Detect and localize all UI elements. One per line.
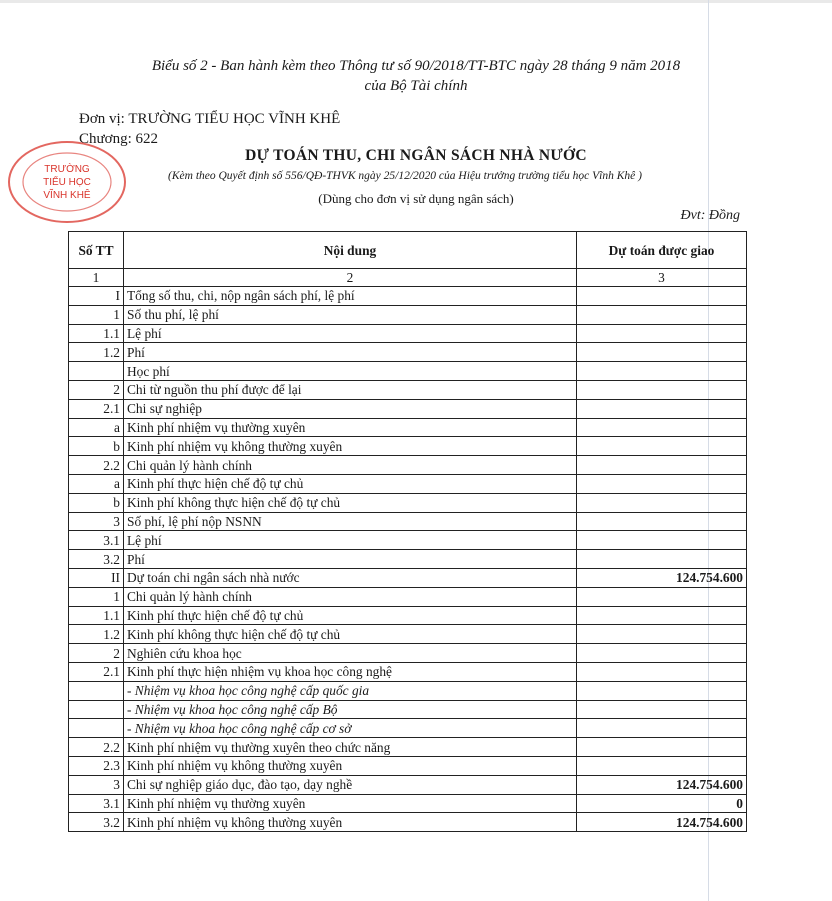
row-number: 2.3 bbox=[69, 756, 124, 775]
row-amount bbox=[577, 531, 747, 550]
row-content: Chi từ nguồn thu phí được để lại bbox=[124, 380, 577, 399]
row-amount bbox=[577, 512, 747, 531]
row-content: - Nhiệm vụ khoa học công nghệ cấp quốc gia bbox=[124, 681, 577, 700]
row-number: a bbox=[69, 418, 124, 437]
row-content: Lệ phí bbox=[124, 324, 577, 343]
row-amount bbox=[577, 456, 747, 475]
row-number: 1.1 bbox=[69, 606, 124, 625]
row-content: - Nhiệm vụ khoa học công nghệ cấp cơ sở bbox=[124, 719, 577, 738]
row-content: Kinh phí nhiệm vụ không thường xuyên bbox=[124, 756, 577, 775]
table-row bbox=[69, 813, 747, 832]
row-number: 3.1 bbox=[69, 531, 124, 550]
usage-note: (Dùng cho đơn vị sử dụng ngân sách) bbox=[318, 191, 514, 206]
seal-text-line-2: TIỂU HỌC bbox=[43, 177, 91, 188]
row-content: Chi quản lý hành chính bbox=[124, 456, 577, 475]
row-content: Số phí, lệ phí nộp NSNN bbox=[124, 512, 577, 531]
row-number bbox=[69, 700, 124, 719]
row-amount bbox=[577, 756, 747, 775]
row-number: 1.1 bbox=[69, 324, 124, 343]
row-content: Chi sự nghiệp bbox=[124, 399, 577, 418]
decision-reference: (Kèm theo Quyết định số 556/QĐ-THVK ngày 25/12/2020 của Hiệu trưởng trường tiểu học Vĩnh Khê ) bbox=[168, 170, 642, 182]
row-number bbox=[69, 681, 124, 700]
row-amount: 124.754.600 bbox=[577, 775, 747, 794]
row-number bbox=[69, 719, 124, 738]
table-row bbox=[69, 324, 747, 343]
row-number: 1.2 bbox=[69, 625, 124, 644]
row-amount bbox=[577, 625, 747, 644]
row-content: - Nhiệm vụ khoa học công nghệ cấp Bộ bbox=[124, 700, 577, 719]
row-amount bbox=[577, 362, 747, 381]
table-row bbox=[69, 644, 747, 663]
row-content: Kinh phí nhiệm vụ thường xuyên theo chức năng bbox=[124, 738, 577, 757]
row-amount bbox=[577, 550, 747, 569]
chapter-code: Chương: 622 bbox=[79, 131, 158, 147]
table-row bbox=[69, 305, 747, 324]
row-number: 3 bbox=[69, 775, 124, 794]
table-row bbox=[69, 343, 747, 362]
form-reference-line-2: của Bộ Tài chính bbox=[364, 78, 468, 94]
row-content: Phí bbox=[124, 343, 577, 362]
row-number: b bbox=[69, 493, 124, 512]
table-row bbox=[69, 399, 747, 418]
budget-table bbox=[68, 231, 747, 832]
row-content: Kinh phí thực hiện nhiệm vụ khoa học công nghệ bbox=[124, 662, 577, 681]
row-amount bbox=[577, 587, 747, 606]
row-content: Chi sự nghiệp giáo dục, đào tạo, dạy nghề bbox=[124, 775, 577, 794]
row-content: Tổng số thu, chi, nộp ngân sách phí, lệ phí bbox=[124, 287, 577, 306]
seal-text-line-3: VĨNH KHÊ bbox=[43, 190, 91, 201]
row-number: b bbox=[69, 437, 124, 456]
row-amount bbox=[577, 418, 747, 437]
row-content: Lệ phí bbox=[124, 531, 577, 550]
table-row bbox=[69, 531, 747, 550]
table-row bbox=[69, 550, 747, 569]
row-number: II bbox=[69, 568, 124, 587]
unit-name: Đơn vị: TRƯỜNG TIỂU HỌC VĨNH KHÊ bbox=[79, 111, 341, 127]
row-number: 2.2 bbox=[69, 456, 124, 475]
row-content: Kinh phí thực hiện chế độ tự chủ bbox=[124, 606, 577, 625]
row-amount bbox=[577, 437, 747, 456]
row-number: 2 bbox=[69, 380, 124, 399]
row-number: 2.2 bbox=[69, 738, 124, 757]
table-row bbox=[69, 474, 747, 493]
currency-unit: Đvt: Đồng bbox=[680, 208, 740, 223]
row-amount bbox=[577, 681, 747, 700]
table-row bbox=[69, 738, 747, 757]
index-col-2: 2 bbox=[124, 269, 577, 287]
row-number: 2.1 bbox=[69, 399, 124, 418]
row-amount bbox=[577, 719, 747, 738]
row-amount bbox=[577, 324, 747, 343]
row-number: 3.1 bbox=[69, 794, 124, 813]
index-col-3: 3 bbox=[577, 269, 747, 287]
table-row bbox=[69, 662, 747, 681]
row-content: Kinh phí nhiệm vụ thường xuyên bbox=[124, 794, 577, 813]
header-content: Nội dung bbox=[124, 232, 577, 269]
row-number: 1 bbox=[69, 587, 124, 606]
form-reference-line-1: Biểu số 2 - Ban hành kèm theo Thông tư số 90/2018/TT-BTC ngày 28 tháng 9 năm 2018 bbox=[151, 58, 681, 74]
table-row bbox=[69, 775, 747, 794]
row-number bbox=[69, 362, 124, 381]
row-content: Kinh phí nhiệm vụ thường xuyên bbox=[124, 418, 577, 437]
row-number: 1 bbox=[69, 305, 124, 324]
row-number: 2.1 bbox=[69, 662, 124, 681]
row-amount bbox=[577, 700, 747, 719]
header-number: Số TT bbox=[69, 232, 124, 269]
table-header-row bbox=[69, 232, 747, 269]
row-number: a bbox=[69, 474, 124, 493]
row-content: Dự toán chi ngân sách nhà nước bbox=[124, 568, 577, 587]
row-amount bbox=[577, 738, 747, 757]
row-content: Phí bbox=[124, 550, 577, 569]
row-amount bbox=[577, 343, 747, 362]
row-amount bbox=[577, 606, 747, 625]
table-row bbox=[69, 287, 747, 306]
row-amount bbox=[577, 287, 747, 306]
row-number: 3 bbox=[69, 512, 124, 531]
row-amount bbox=[577, 305, 747, 324]
row-number: 3.2 bbox=[69, 550, 124, 569]
row-content: Kinh phí nhiệm vụ không thường xuyên bbox=[124, 813, 577, 832]
table-row bbox=[69, 719, 747, 738]
row-amount: 124.754.600 bbox=[577, 813, 747, 832]
row-content: Số thu phí, lệ phí bbox=[124, 305, 577, 324]
row-content: Kinh phí nhiệm vụ không thường xuyên bbox=[124, 437, 577, 456]
row-number: I bbox=[69, 287, 124, 306]
column-index-row bbox=[69, 269, 747, 287]
row-content: Học phí bbox=[124, 362, 577, 381]
row-number: 2 bbox=[69, 644, 124, 663]
table-row bbox=[69, 756, 747, 775]
row-content: Nghiên cứu khoa học bbox=[124, 644, 577, 663]
table-row bbox=[69, 587, 747, 606]
row-number: 1.2 bbox=[69, 343, 124, 362]
seal-text-line-1: TRƯỜNG bbox=[44, 164, 90, 175]
row-amount bbox=[577, 399, 747, 418]
row-amount: 124.754.600 bbox=[577, 568, 747, 587]
row-content: Kinh phí không thực hiện chế độ tự chủ bbox=[124, 625, 577, 644]
index-col-1: 1 bbox=[69, 269, 124, 287]
row-number: 3.2 bbox=[69, 813, 124, 832]
row-content: Kinh phí thực hiện chế độ tự chủ bbox=[124, 474, 577, 493]
row-content: Kinh phí không thực hiện chế độ tự chủ bbox=[124, 493, 577, 512]
table-row bbox=[69, 625, 747, 644]
row-content: Chi quản lý hành chính bbox=[124, 587, 577, 606]
table-row bbox=[69, 681, 747, 700]
table-row bbox=[69, 606, 747, 625]
row-amount bbox=[577, 662, 747, 681]
table-row bbox=[69, 418, 747, 437]
table-row bbox=[69, 362, 747, 381]
row-amount bbox=[577, 380, 747, 399]
table-row bbox=[69, 568, 747, 587]
row-amount bbox=[577, 644, 747, 663]
table-row bbox=[69, 700, 747, 719]
table-row bbox=[69, 794, 747, 813]
table-row bbox=[69, 437, 747, 456]
table-row bbox=[69, 512, 747, 531]
row-amount: 0 bbox=[577, 794, 747, 813]
row-amount bbox=[577, 474, 747, 493]
header-amount: Dự toán được giao bbox=[577, 232, 747, 269]
table-row bbox=[69, 456, 747, 475]
table-row bbox=[69, 493, 747, 512]
table-row bbox=[69, 380, 747, 399]
row-amount bbox=[577, 493, 747, 512]
document-title: DỰ TOÁN THU, CHI NGÂN SÁCH NHÀ NƯỚC bbox=[245, 147, 587, 164]
